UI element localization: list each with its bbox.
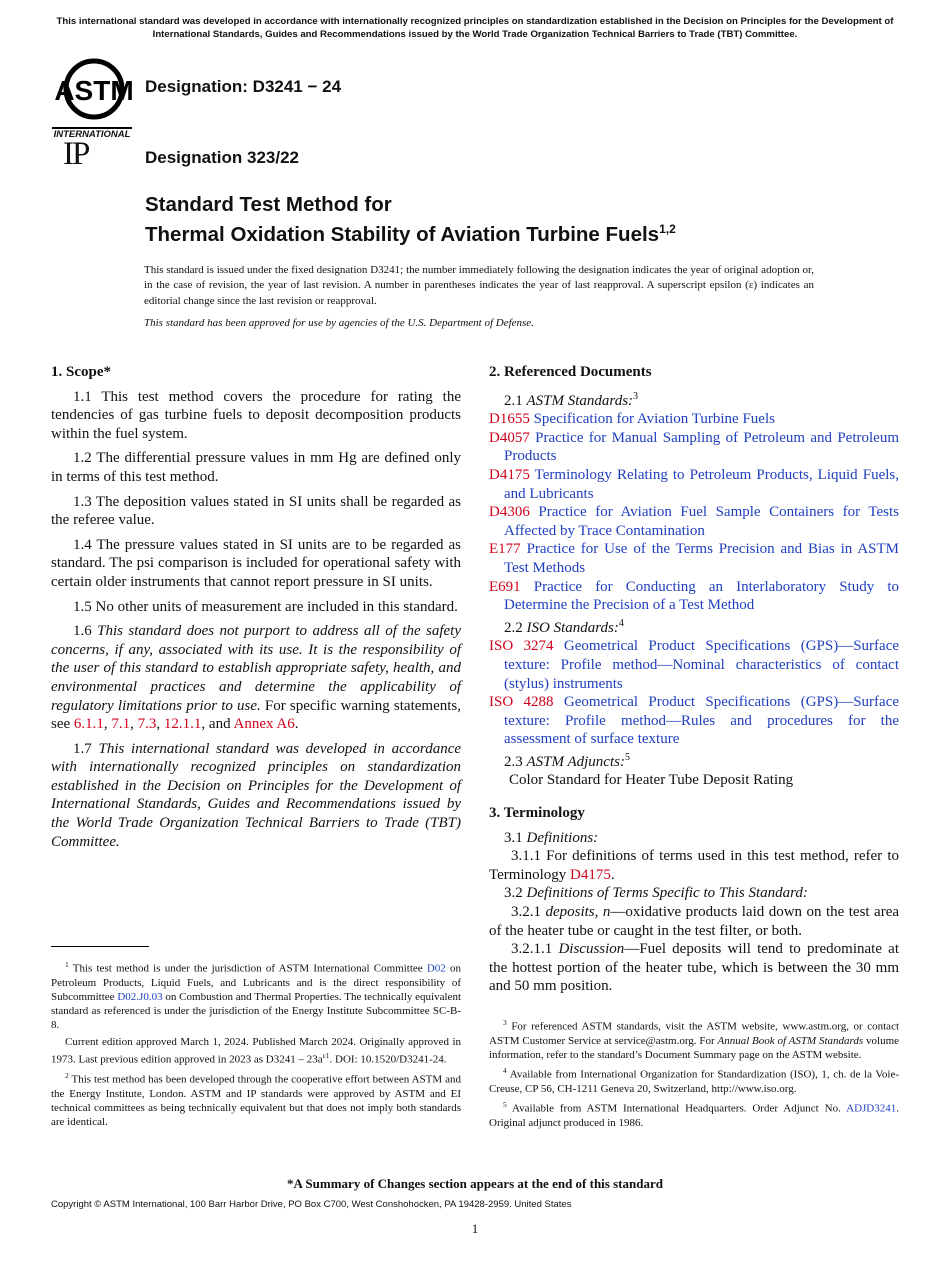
adjuncts-label: 2.3 ASTM Adjuncts:$^5$ xyxy=(504,751,630,770)
ref-d1655[interactable]: D1655 Specification for Aviation Turbine Fuels xyxy=(489,411,775,428)
adjunct-item: Color Standard for Heater Tube Deposit Rating xyxy=(509,772,794,789)
astm-logo xyxy=(52,56,136,140)
scope-heading: 1. Scope* xyxy=(51,364,111,380)
intro-text: This standard is issued under the fixed designation D3241; the number immediately following the designation indicates the year of original adoption or, in the case of revision, the year of last revision. A number in parentheses indicates the year of last reapproval. A superscript epsilon (ε) indicates an editorial change since the last revision or reapproval. xyxy=(144,264,814,307)
link-d02[interactable]: D02 xyxy=(426,962,446,975)
term-3-1-1: 3.1.1 For definitions of terms used in this test method, refer to Terminology D4175. xyxy=(489,848,899,883)
link-7-1[interactable]: 7.1 xyxy=(111,716,131,733)
referenced-heading: 2. Referenced Documents xyxy=(489,364,652,380)
scope-1-5: 1.5 No other units of measurement are included in this standard. xyxy=(73,598,458,615)
link-d02-j0-03[interactable]: D02.J0.03 xyxy=(117,991,163,1004)
footnote-3: $^3$ For referenced ASTM standards, visit the ASTM website, www.astm.org, or contact ASTM Customer Service at service@astm.org. For Annual Book of ASTM Standards volume information, refer to the standard’s Document Summary page on the ASTM website. xyxy=(489,1018,900,1062)
ref-iso-3274[interactable]: ISO 3274 Geometrical Product Specifications (GPS)—Surface texture: Profile method—Nominal characteristics of contact (stylus) instruments xyxy=(489,638,900,692)
right-column xyxy=(489,363,899,996)
terminology-heading: 3. Terminology xyxy=(489,805,585,822)
term-3-2-1-1: 3.2.1.1 Discussion—Fuel deposits will tend to predominate at the hottest portion of the heater tube, which is between the 30 mm and 50 mm position. xyxy=(489,941,900,995)
scope-1-7: 1.7 This international standard was developed in accordance with internationally recognized principles on standardization established in the Decision on Principles for the Development of International Standards, Guides and Recommendations issued by the World Trade Organization Technical Barriers to Trade (TBT) Committee. xyxy=(51,740,462,850)
svg-text:ASTM: ASTM xyxy=(54,75,134,106)
title-line-1: Standard Test Method for xyxy=(145,193,392,216)
ref-d4057[interactable]: D4057 Practice for Manual Sampling of Petroleum and Petroleum Products xyxy=(489,429,899,465)
ref-d4175[interactable]: D4175 Terminology Relating to Petroleum Products, Liquid Fuels, and Lubricants xyxy=(489,466,900,502)
term-3-1: 3.1 Definitions: xyxy=(504,829,599,846)
header-notice: This international standard was developed in accordance with internationally recognized principles on standardization established in the Decision on Principles for the Development of International Standards, Guides and Recommendations issued by the World Trade Organization Technical Barriers to Trade (TBT) Committee. xyxy=(56,16,894,40)
designation-astm: Designation: D3241 − 24 xyxy=(145,77,342,96)
footnote-rule-left xyxy=(51,946,149,947)
scope-1-4: 1.4 The pressure values stated in SI units are to be regarded as standard. The psi comparison is included for operational safety with certain older instruments that cannot report pressure in SI units. xyxy=(51,536,461,590)
footnotes-right xyxy=(489,1016,899,1132)
astm-logo-text: INTERNATIONAL xyxy=(53,129,131,140)
iso-standards-label: 2.2 ISO Standards:$^4$ xyxy=(504,617,624,636)
scope-1-2: 1.2 The differential pressure values in mm Hg are defined only in terms of this test method. xyxy=(51,450,461,485)
copyright: Copyright © ASTM International, 100 Barr Harbor Drive, PO Box C700, West Conshohocken, PA 19428-2959. United States xyxy=(51,1199,572,1210)
footnote-5: $^5$ Available from ASTM International Headquarters. Order Adjunct No. ADJD3241. Original adjunct produced in 1986. xyxy=(489,1100,899,1130)
link-12-1-1[interactable]: 12.1.1 xyxy=(163,716,202,733)
scope-1-3: 1.3 The deposition values stated in SI units shall be regarded as the referee value. xyxy=(51,493,461,529)
left-column xyxy=(51,363,461,857)
summary-note: *A Summary of Changes section appears at the end of this standard xyxy=(287,1176,663,1191)
ref-e177[interactable]: E177 Practice for Use of the Terms Precision and Bias in ASTM Test Methods xyxy=(489,541,900,576)
astm-emblem-icon xyxy=(52,56,136,122)
footnotes-left xyxy=(51,958,461,1131)
footnote-1: $^1$ This test method is under the jurisdiction of ASTM International Committee D02 on Petroleum Products, Liquid Fuels, and Lubricants and is the direct responsibility of Subcommittee D02.J0.03 on Combustion and Thermal Properties. The technically equivalent standard as referenced is under the jurisdiction of the Energy Institute Subcommittee SC-B-8. xyxy=(51,960,462,1032)
term-3-2: 3.2 Definitions of Terms Specific to This Standard: xyxy=(504,885,808,902)
page-title xyxy=(145,192,676,247)
footnote-2: $^2$ This test method has been developed through the cooperative effort between ASTM and the Energy Institute, London. ASTM and IP standards were approved by ASTM and EI technical committees as being technically equivalent but that does not imply both standards are identical. xyxy=(51,1070,461,1128)
scope-1-1: 1.1 This test method covers the procedure for rating the tendencies of gas turbine fuels to deposit decomposition products within the fuel system. xyxy=(51,388,461,442)
title-line-2: Thermal Oxidation Stability of Aviation Turbine Fuels$^{1,2}$ xyxy=(145,222,676,246)
edition-note: Current edition approved March 1, 2024. Published March 2024. Originally approved in 1973. Last previous edition approved in 2023 as $D3241 - 23a^{\varepsilon 1}$. DOI: 10.1520/D3241-24. xyxy=(51,1035,461,1066)
designation-ip: Designation 323/22 xyxy=(145,148,300,167)
scope-1-6: 1.6 This standard does not purport to address all of the safety concerns, if any, associated with its use. It is the responsibility of the user of this standard to establish appropriate safety, health, and environmental practices and determine the applicability of regulatory limitations prior to use. For specific warning statements, see 6.1.1, 7.1, 7.3, 12.1.1, and Annex A6. xyxy=(51,623,462,733)
term-3-2-1: 3.2.1 deposits, n—oxidative products laid down on the test area of the heater tube or caught in the test filter, or both. xyxy=(489,904,900,939)
page-number: 1 xyxy=(471,1221,479,1236)
link-6-1-1[interactable]: 6.1.1 xyxy=(73,716,104,733)
ref-e691[interactable]: E691 Practice for Conducting an Interlaboratory Study to Determine the Precision of a Test Method xyxy=(489,578,899,614)
approved-text: This standard has been approved for use by agencies of the U.S. Department of Defense. xyxy=(144,317,534,329)
ip-logo: IP xyxy=(63,136,89,172)
ref-iso-4288[interactable]: ISO 4288 Geometrical Product Specifications (GPS)—Surface texture: Profile method—Rules and procedures for the assessment of surface texture xyxy=(489,694,900,748)
footnote-4: $^4$ Available from International Organization for Standardization (ISO), 1, ch. de la Voie-Creuse, CP 56, CH-1211 Geneva 20, Switzerland, http://www.iso.org. xyxy=(489,1066,899,1096)
link-annex-a6[interactable]: Annex A6 xyxy=(233,716,295,733)
link-adjd3241[interactable]: ADJD3241 xyxy=(846,1102,897,1115)
ref-d4306[interactable]: D4306 Practice for Aviation Fuel Sample Containers for Tests Affected by Trace Contamination xyxy=(489,504,900,539)
link-d4175[interactable]: D4175 xyxy=(570,866,611,883)
astm-standards-label: 2.1 ASTM Standards:$^3$ xyxy=(504,390,639,409)
link-7-3[interactable]: 7.3 xyxy=(137,716,157,733)
